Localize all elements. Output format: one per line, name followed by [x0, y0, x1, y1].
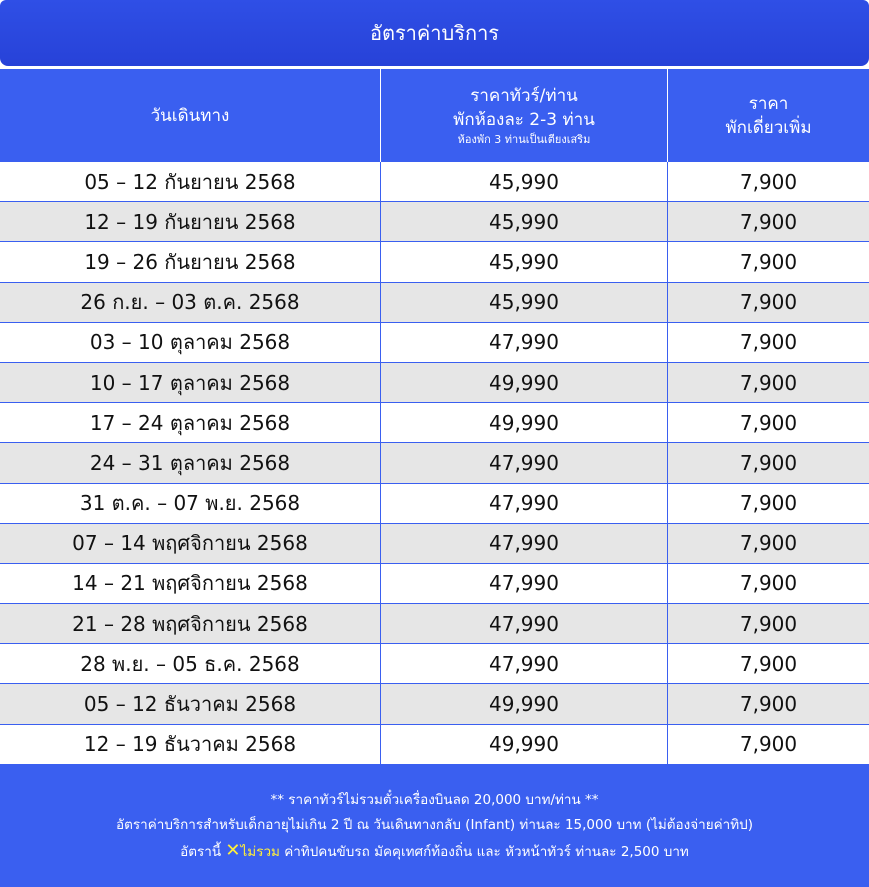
- travel-date-cell: 07 – 14 พฤศจิกายน 2568: [0, 524, 381, 563]
- table-row: [0, 162, 869, 202]
- footer-line-1: ** ราคาทัวร์ไม่รวมตั๋วเครื่องบินลด 20,000 บาท/ท่าน **: [270, 791, 599, 808]
- single-supplement-cell: 7,900: [739, 450, 798, 475]
- tour-price-cell: 49,990: [381, 684, 668, 723]
- single-supplement-cell: 7,900: [739, 249, 798, 274]
- cross-mark-icon: ✕: [225, 839, 241, 861]
- header-tour-price-line1: ราคาทัวร์/ท่าน: [470, 85, 578, 106]
- header-tour-price-line2: พักห้องละ 2-3 ท่าน: [453, 109, 595, 130]
- table-row: [0, 684, 869, 724]
- tour-price-cell: 49,990: [381, 363, 668, 402]
- table-header: [0, 69, 869, 162]
- footer-line-3-prefix: อัตรานี้: [180, 843, 222, 860]
- table-row: [0, 283, 869, 323]
- single-supplement-cell: 7,900: [739, 169, 798, 194]
- footer-line-3-rest: ค่าทิปคนขับรถ มัคคุเทศก์ท้องถิ่น และ หัวหน้าทัวร์ ท่านละ 2,500 บาท: [284, 843, 689, 860]
- table-row: [0, 644, 869, 684]
- price-table-body: [0, 162, 869, 765]
- travel-date-cell: 24 – 31 ตุลาคม 2568: [0, 443, 381, 482]
- travel-date-cell: 31 ต.ค. – 07 พ.ย. 2568: [0, 484, 381, 523]
- header-travel-date-label: วันเดินทาง: [150, 105, 230, 126]
- table-row: [0, 725, 869, 765]
- header-single-line2: พักเดี่ยวเพิ่ม: [725, 117, 812, 138]
- travel-date-cell: 05 – 12 ธันวาคม 2568: [0, 684, 381, 723]
- single-supplement-cell: 7,900: [739, 611, 798, 636]
- single-supplement-cell: 7,900: [739, 330, 798, 355]
- travel-date-cell: 21 – 28 พฤศจิกายน 2568: [0, 604, 381, 643]
- travel-date-cell: 12 – 19 ธันวาคม 2568: [0, 725, 381, 764]
- table-row: [0, 242, 869, 282]
- single-supplement-cell: 7,900: [739, 692, 798, 717]
- table-row: [0, 323, 869, 363]
- tour-price-cell: 47,990: [381, 644, 668, 683]
- single-supplement-cell: 7,900: [739, 491, 798, 516]
- tour-price-cell: 45,990: [381, 202, 668, 241]
- table-row: [0, 443, 869, 483]
- travel-date-cell: 26 ก.ย. – 03 ต.ค. 2568: [0, 283, 381, 322]
- single-supplement-cell: 7,900: [739, 410, 798, 435]
- tour-price-cell: 47,990: [381, 604, 668, 643]
- title-text: อัตราค่าบริการ: [369, 21, 500, 45]
- table-row: [0, 403, 869, 443]
- single-supplement-cell: 7,900: [739, 370, 798, 395]
- tour-price-cell: 45,990: [381, 283, 668, 322]
- table-row: [0, 604, 869, 644]
- table-row: [0, 202, 869, 242]
- table-row: [0, 564, 869, 604]
- header-single-supplement: [668, 69, 869, 162]
- tour-price-cell: 45,990: [381, 242, 668, 281]
- table-row: [0, 524, 869, 564]
- header-single-line1: ราคา: [748, 93, 789, 114]
- travel-date-cell: 19 – 26 กันยายน 2568: [0, 242, 381, 281]
- travel-date-cell: 05 – 12 กันยายน 2568: [0, 162, 381, 201]
- tour-price-cell: 49,990: [381, 725, 668, 764]
- table-row: [0, 484, 869, 524]
- travel-date-cell: 10 – 17 ตุลาคม 2568: [0, 363, 381, 402]
- single-supplement-cell: 7,900: [739, 571, 798, 596]
- header-travel-date: [0, 69, 381, 162]
- tour-price-cell: 45,990: [381, 162, 668, 201]
- tour-price-cell: 47,990: [381, 443, 668, 482]
- tour-price-cell: 49,990: [381, 403, 668, 442]
- footer-line-3-highlight: ไม่รวม: [240, 843, 280, 860]
- travel-date-cell: 28 พ.ย. – 05 ธ.ค. 2568: [0, 644, 381, 683]
- travel-date-cell: 03 – 10 ตุลาคม 2568: [0, 323, 381, 362]
- header-tour-price: [381, 69, 668, 162]
- single-supplement-cell: 7,900: [739, 531, 798, 556]
- footer-line-3: [180, 838, 689, 865]
- single-supplement-cell: 7,900: [739, 651, 798, 676]
- travel-date-cell: 17 – 24 ตุลาคม 2568: [0, 403, 381, 442]
- tour-price-cell: 47,990: [381, 524, 668, 563]
- tour-price-cell: 47,990: [381, 564, 668, 603]
- tour-price-cell: 47,990: [381, 484, 668, 523]
- travel-date-cell: 14 – 21 พฤศจิกายน 2568: [0, 564, 381, 603]
- single-supplement-cell: 7,900: [739, 732, 798, 757]
- tour-price-cell: 47,990: [381, 323, 668, 362]
- table-row: [0, 363, 869, 403]
- single-supplement-cell: 7,900: [739, 290, 798, 315]
- single-supplement-cell: 7,900: [739, 209, 798, 234]
- header-tour-price-note: ห้องพัก 3 ท่านเป็นเตียงเสริม: [457, 132, 591, 146]
- footer-line-2: อัตราค่าบริการสำหรับเด็กอายุไม่เกิน 2 ปี ณ วันเดินทางกลับ (Infant) ท่านละ 15,000 บาท (ไม่ต้องจ่ายค่าทิป): [116, 816, 753, 833]
- travel-date-cell: 12 – 19 กันยายน 2568: [0, 202, 381, 241]
- table-title: [0, 0, 869, 66]
- footer-notes: [0, 765, 869, 887]
